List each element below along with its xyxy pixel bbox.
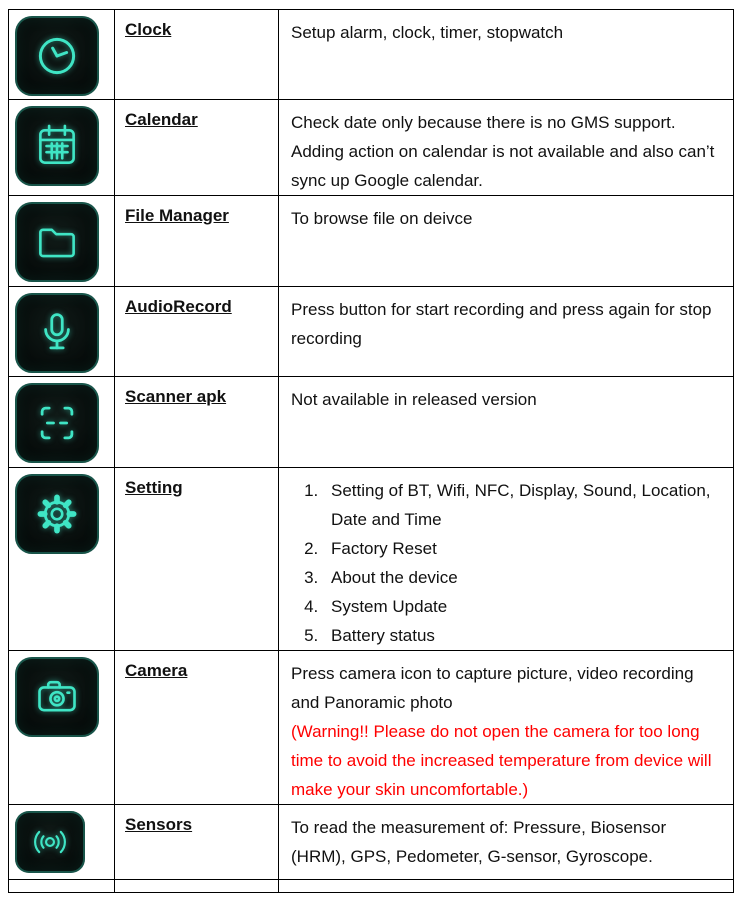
description-text: Press camera icon to capture picture, video recording and Panoramic photo xyxy=(291,664,694,712)
description-cell xyxy=(279,100,734,196)
icon-cell xyxy=(9,468,115,651)
microphone-icon xyxy=(15,293,99,373)
app-name-cell xyxy=(115,196,279,287)
description-cell xyxy=(279,377,734,468)
icon-cell xyxy=(9,10,115,100)
app-name: AudioRecord xyxy=(125,297,232,316)
table-row xyxy=(9,651,734,805)
app-name-cell xyxy=(115,468,279,651)
description-cell xyxy=(279,196,734,287)
description-text: To browse file on deivce xyxy=(291,209,473,228)
description-list xyxy=(291,476,723,650)
list-item: 1. Setting of BT, Wifi, NFC, Display, Sound, Location, Date and Time xyxy=(323,476,723,534)
apps-table xyxy=(8,9,734,893)
app-name-cell xyxy=(115,287,279,377)
description-cell xyxy=(279,287,734,377)
description-text: Press button for start recording and press again for stop recording xyxy=(291,300,712,348)
clock-icon xyxy=(15,16,99,96)
table-row xyxy=(9,805,734,880)
sensor-waves-icon xyxy=(15,811,85,873)
table-row xyxy=(9,100,734,196)
table-row xyxy=(9,377,734,468)
app-name: File Manager xyxy=(125,206,229,225)
description-cell xyxy=(279,805,734,880)
camera-icon xyxy=(15,657,99,737)
list-item: 2. Factory Reset xyxy=(323,534,723,563)
app-name: Clock xyxy=(125,20,172,39)
icon-cell xyxy=(9,196,115,287)
apps-table-body xyxy=(9,10,734,893)
description-cell xyxy=(279,10,734,100)
scanner-frame-icon xyxy=(15,383,99,463)
list-item: 5. Battery status xyxy=(323,621,723,650)
icon-cell xyxy=(9,805,115,880)
app-name-cell xyxy=(115,651,279,805)
gear-icon xyxy=(15,474,99,554)
icon-cell xyxy=(9,651,115,805)
table-row xyxy=(9,196,734,287)
list-item: 4. System Update xyxy=(323,592,723,621)
app-name: Sensors xyxy=(125,815,193,834)
icon-cell xyxy=(9,100,115,196)
app-name: Scanner apk xyxy=(125,387,227,406)
icon-cell xyxy=(9,287,115,377)
app-name-cell xyxy=(115,10,279,100)
table-row xyxy=(9,468,734,651)
app-name: Camera xyxy=(125,661,188,680)
app-name-cell xyxy=(115,377,279,468)
app-name: Setting xyxy=(125,478,183,497)
table-row xyxy=(9,10,734,100)
description-text: Check date only because there is no GMS support. Adding action on calendar is not available and also can’t sync up Google calendar. xyxy=(291,113,715,190)
calendar-icon xyxy=(15,106,99,186)
app-name-cell xyxy=(115,805,279,880)
description-text: Setup alarm, clock, timer, stopwatch xyxy=(291,23,564,42)
description-cell xyxy=(279,468,734,651)
icon-cell xyxy=(9,377,115,468)
warning-text: (Warning!! Please do not open the camera for too long time to avoid the increased temperature from device will make your skin uncomfortable.) xyxy=(291,722,712,799)
description-text: Not available in released version xyxy=(291,390,537,409)
description-cell xyxy=(279,651,734,805)
folder-icon xyxy=(15,202,99,282)
app-name: Calendar xyxy=(125,110,198,129)
table-row xyxy=(9,287,734,377)
description-text: To read the measurement of: Pressure, Biosensor (HRM), GPS, Pedometer, G-sensor, Gyroscope. xyxy=(291,818,667,866)
app-name-cell xyxy=(115,100,279,196)
list-item: 3. About the device xyxy=(323,563,723,592)
